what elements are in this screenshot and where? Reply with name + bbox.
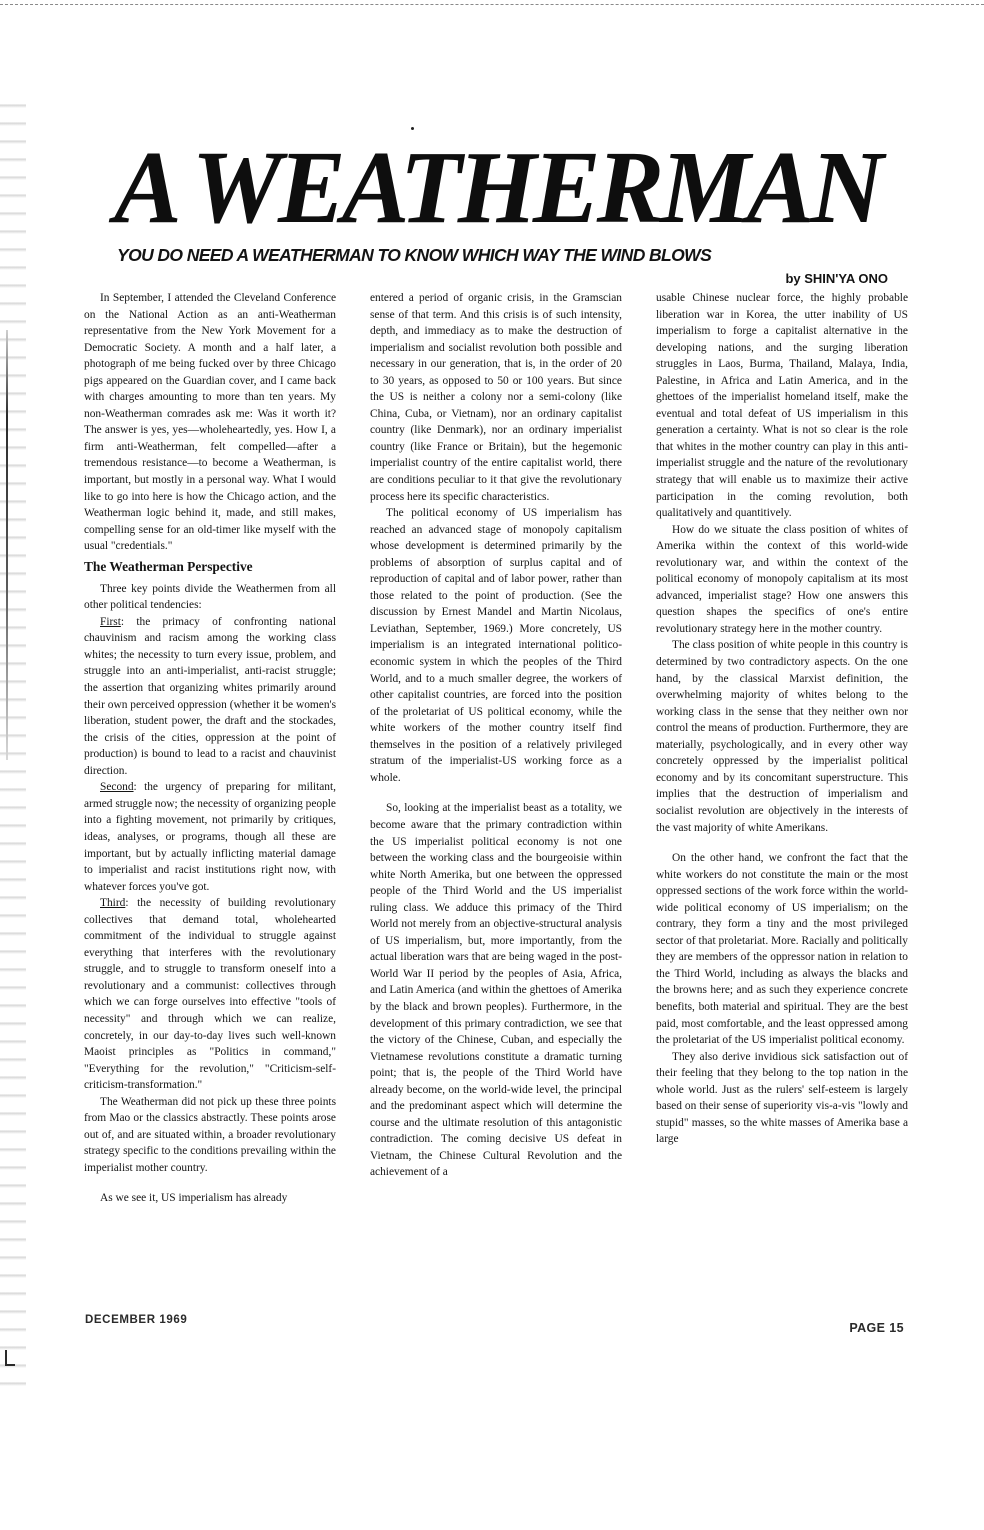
paragraph [84,614,336,779]
top-dashed-rule [0,4,984,5]
section-heading: The Weatherman Perspective [84,558,253,574]
corner-mark [5,1350,15,1366]
point-label-third: Third [100,897,126,910]
paragraph: entered a period of organic crisis, in the Gramscian sense of that term. And this crisis is of such intensity, depth, and immediacy as to make the destruction of imperialism and socialist revolution both possible and necessary in our generation, that is, in the order of 20 to 30 years, as opposed to 50 or 100 years. But since the US is neither a colony nor a semi-colony (like China, Cuba, or Vietnam), nor an ordinary capitalist country (like Denmark), nor an ordinary imperialist country (like France or Britain), but the hegemonic imperialist country of the entire capitalist world, there are conditions peculiar to it that give the revolutionary process here its specific characteristics. [370,292,622,503]
paragraph: In September, I attended the Cleveland Conference on the National Action as an anti-Weatherman representative from the New York Movement for a Democratic Society. A month and a half later, a photograph of me being fucked over by three Chicago pigs appeared on the Guardian cover, and I came back with charges amounting to more than ten years. My non-Weatherman comrades ask me: Was it worth it? The answer is yes, yes—wholeheartedly, yes. How I, a firm anti-Weatherman, felt compelled—after a tremendous resistance—to become a Weatherman, is important, but mostly in a personal way. What I would like to go into here is how the Chicago action, and the Weatherman logic behind it, made, and still makes, compelling sense for an old-timer like myself with the usual "credentials." [84,292,336,553]
point-label-second: Second [100,781,134,794]
paragraph: They also derive invidious sick satisfaction out of their feeling that they belong to the top nation in the whole world. Just as the rulers' self-esteem is largely based on their sense of superiority vis-a-vis "lowly and stupid" masses, so the white masses of Amerika base a large [656,1050,908,1146]
footer-date: DECEMBER 1969 [85,1314,188,1326]
footer-page-number: PAGE 15 [849,1321,904,1335]
byline: by SHIN'YA ONO [785,271,888,286]
paragraph: On the other hand, we confront the fact that the white workers do not constitute the main or the most oppressed sections of the work force within the world-wide political economy of US imperialism; on the contrary, they form a tiny and the most privileged sector of that proletariat. More. Racially and politically they are members of the oppressor nation in relation to the Third World, including as always the blacks and the browns here; and as such they experience concrete benefits, both material and spiritual. They are the best paid, most comfortable, and the least oppressed among the proletariat of the US imperialist political economy. [656,852,908,1047]
paragraph: Three key points divide the Weathermen from all other political tendencies: [84,582,336,612]
paragraph: The political economy of US imperialism has reached an advanced stage of monopoly capitalism whose development is determined primarily by the problems of absorption of surplus capital and of reproduction of capital and of labor power, rather than those related to the point of production. (See the discussion by Ernest Mandel and Martin Nicolaus, Leviathan, September, 1969.) More concretely, US imperialism is an integrated international politico-economic system in which the peoples of the Third World, and to a much smaller degree, the workers of other capitalist countries, are forced into the position of the proletariat of US political economy, while the white workers of the mother country itself find themselves in the position of a relatively privileged stratum of the imperialist-US working force as a whole. [370,507,622,784]
point-text: : the primacy of confronting national chauvinism and racism among the working class whites; the necessity to turn every issue, problem, and struggle into an anti-imperialist, anti-racist struggle; the assertion that organizing whites primarily around their own perceived oppression (whether it be women's liberation, student power, the draft and the stockades, the crisis of the cities, oppression at the point of production) is bound to lead to a racist and chauvinist direction. [84,615,336,777]
paragraph: The Weatherman did not pick up these three points from Mao or the classics abstractly. These points arose out of, and are situated within, a broader revolutionary strategy specific to the conditions prevailing within the imperialist mother country. [84,1095,336,1174]
point-text: : the necessity of building revolutionary collectives that demand total, wholehearted commitment of the individual to struggle against everything that interferes with the revolutionary struggle, and to struggle to transform oneself into a revolutionary and a communist: collectives through which we can forge ourselves into effective "tools of necessity" and through which we can realize, concretely, in our day-to-day lives such well-known Maoist principles as "Politics in command," "Everything for the revolution," "Criticism-self-criticism-transformation." [84,897,336,1092]
paragraph: So, looking at the imperialist beast as a totality, we become aware that the primary contradiction within the US imperialist political economy is not one between the working class and the bourgeoisie within white North Amerika, but one between the oppressed people of the Third World and the US imperialist ruling class. We adduce this primacy of the Third World not merely from an objective-structural analysis of US imperialism, but, more importantly, from the actual liberation wars that are being waged in the post-World War II period by the peoples of Asia, Africa, and Latin America (and within the ghettoes of Amerika by the black and brown peoples). Furthermore, in the development of this primary contradiction, we see that the victory of the Chinese, Cuban, and especially the Vietnamese revolutions constitute a dramatic turning point; that is, the people of the Third World have already become, on the world-wide level, the principal and the predominant aspect which will determine the course and the ultimate resolution of this antagonistic contradiction. The coming decisive US defeat in Vietnam, the Chinese Cultural Revolution and the achievement of a [370,802,622,1179]
subhead: YOU DO NEED A WEATHERMAN TO KNOW WHICH WAY THE WIND BLOWS [117,245,712,265]
column-1 [84,290,336,1207]
paragraph [84,779,336,895]
scan-edge-noise [0,90,26,1390]
point-text: : the urgency of preparing for militant, armed struggle now; the necessity of organizing people into a fighting movement, not primarily by critiques, ideas, analyses, or programs, though all these are important, but by actually inflicting material damage to imperialist and racist institutions right now, with whatever forces you've got. [84,781,336,893]
column-2 [370,290,622,1181]
headline: A WEATHERMAN [114,130,880,245]
paragraph: The class position of white people in this country is determined by two contradictory aspects. On the one hand, by the classical Marxist definition, the overwhelming majority of whites belong to the working class in the sense that they neither own nor control the means of production. Furthermore, they are materially, psychologically, and in every other way concretely oppressed by the imperialist political economy and by its concomitant superstructure. This implies that the destruction of imperialism and socialist revolution are objectively in the interests of the vast majority of white Amerikans. [656,639,908,834]
paragraph [84,895,336,1094]
paragraph: How do we situate the class position of whites of Amerika within the context of this world-wide revolutionary war, and within the context of the political economy of monopoly capitalism at its most advanced, imperialist stage? How one answers this question shapes the specifics of one's entire revolutionary strategy here in the mother country. [656,523,908,635]
scan-edge-line [6,330,8,760]
paragraph: As we see it, US imperialism has already [100,1192,288,1205]
column-3 [656,290,908,1148]
point-label-first: First [100,615,121,628]
paragraph: usable Chinese nuclear force, the highly probable liberation war in Korea, the utter inability of US imperialism to forge a capitalist alternative in the developing nations, and the surging liberation struggles in Laos, Burma, Thailand, Malaya, India, Palestine, in Africa and Latin America, and in the ghettoes of the imperialist homeland itself, make the eventual and total defeat of US imperialism in this generation a certainty. What is not so clear is the role that whites in the mother country can play in this anti-imperialist struggle and the nature of the revolutionary strategy that will enable us to maximize their active participation in the coming revolution, both qualitatively and quantitively. [656,292,908,520]
